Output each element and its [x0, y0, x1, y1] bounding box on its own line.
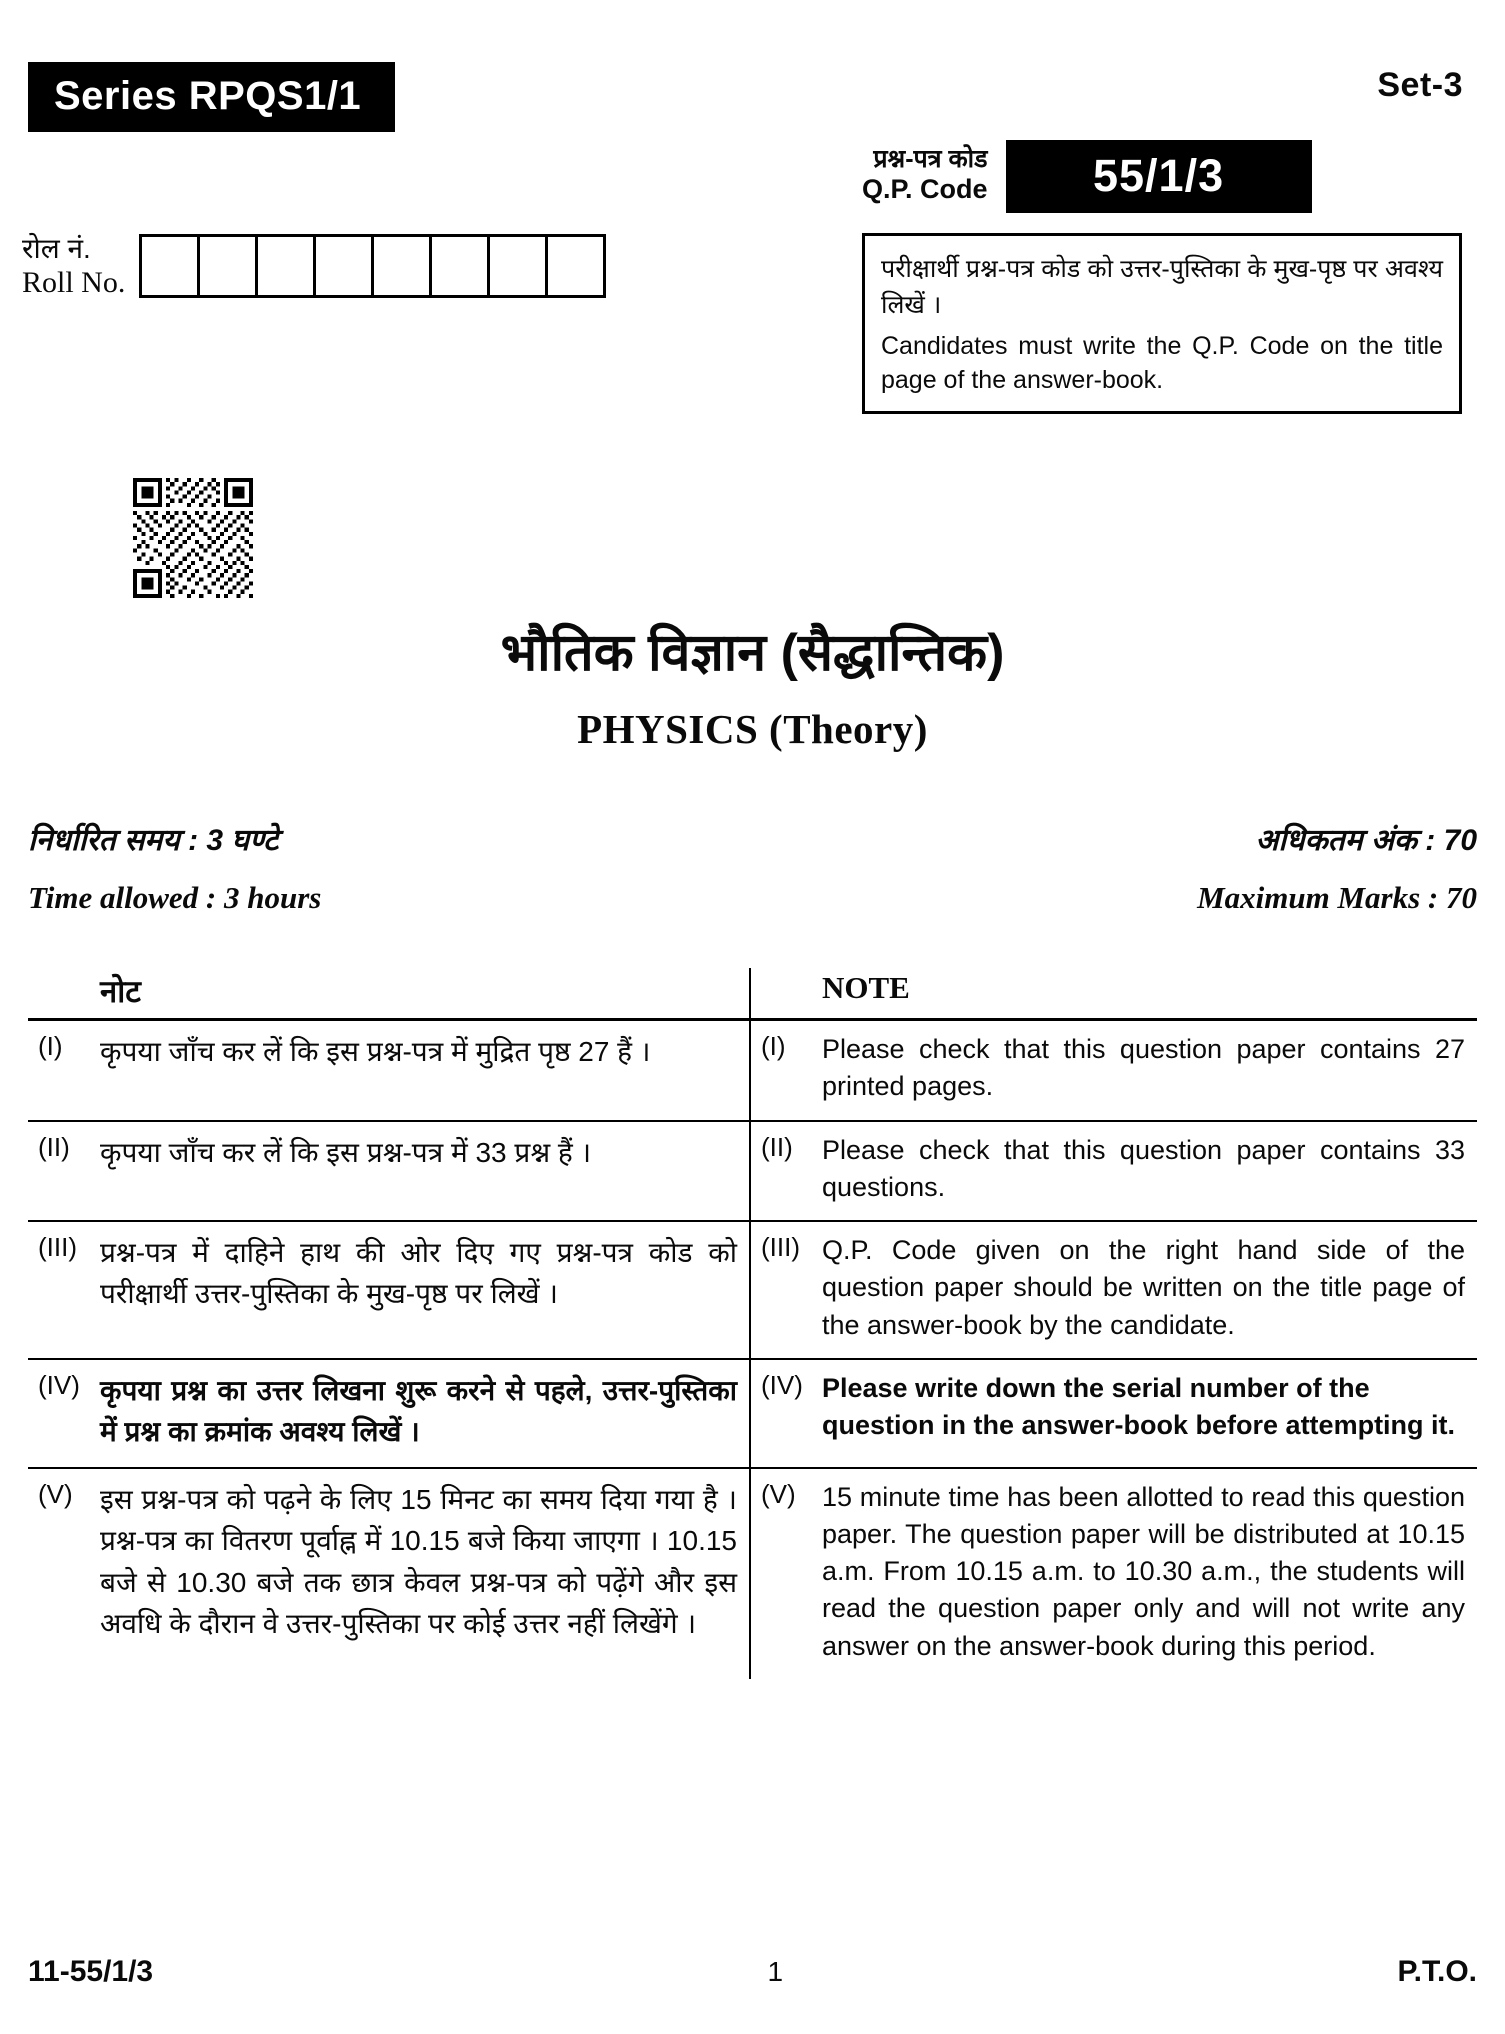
note-row-number-hindi: (III) [28, 1221, 90, 1359]
roll-number-cell[interactable] [548, 237, 606, 295]
note-row [28, 1221, 1477, 1359]
qr-code-icon [133, 478, 253, 598]
note-row-number-english: (V) [750, 1468, 812, 1679]
roll-number-cell[interactable] [142, 237, 200, 295]
roll-number-cell[interactable] [432, 237, 490, 295]
note-row-text-english: Q.P. Code given on the right hand side of the question paper should be written on the title page of the answer-book by the candidate. [812, 1221, 1477, 1359]
qp-code-labels [862, 145, 1006, 208]
roll-number-cell[interactable] [490, 237, 548, 295]
roll-number-label-hindi: रोल नं. [22, 233, 91, 264]
page-title-hindi: भौतिक विज्ञान (सैद्धान्तिक) [500, 624, 1005, 682]
note-row-text-hindi: कृपया जाँच कर लें कि इस प्रश्न-पत्र में 33 प्रश्न हैं । [90, 1121, 750, 1222]
roll-number-labels [22, 232, 139, 300]
note-heading-english: NOTE [812, 968, 1477, 1020]
note-row-number-hindi: (IV) [28, 1359, 90, 1468]
roll-number-label-english: Roll No. [22, 266, 126, 300]
note-table-header-row [28, 968, 1477, 1020]
qp-code-block [862, 140, 1312, 213]
meta-row-hindi [28, 818, 1477, 859]
note-row [28, 1359, 1477, 1468]
page-title-english: PHYSICS (Theory) [577, 706, 928, 752]
note-heading-hindi: नोट [90, 968, 750, 1020]
note-row-text-hindi: कृपया जाँच कर लें कि इस प्रश्न-पत्र में मुद्रित पृष्ठ 27 हैं । [90, 1020, 750, 1121]
note-row [28, 1121, 1477, 1222]
candidate-instruction-box [862, 233, 1462, 414]
note-row-number-english: (I) [750, 1020, 812, 1121]
time-allowed-hindi: निर्धारित समय : 3 घण्टे [28, 824, 279, 857]
roll-number-cell[interactable] [258, 237, 316, 295]
footer-paper-code: 11-55/1/3 [28, 1955, 154, 1988]
footer-pto-label: P.T.O. [1397, 1955, 1477, 1988]
note-row-text-english: 15 minute time has been allotted to read this question paper. The question paper will be distributed at 10.15 a.m. From 10.15 a.m. to 10.30 a.m., the students will read the question paper only and will not write any answer on the answer-book during this period. [822, 1481, 1465, 1661]
note-table [28, 968, 1477, 1679]
note-header-spacer [28, 968, 90, 1020]
roll-number-cell[interactable] [316, 237, 374, 295]
note-row [28, 1468, 1477, 1679]
note-row-number-hindi: (I) [28, 1020, 90, 1121]
note-row-text-english: Please check that this question paper contains 27 printed pages. [812, 1020, 1477, 1121]
note-row-text-english: Please check that this question paper contains 33 questions. [812, 1121, 1477, 1222]
note-row-number-english: (IV) [750, 1359, 812, 1468]
candidate-instruction-english: Candidates must write the Q.P. Code on the title page of the answer-book. [881, 332, 1443, 394]
page-footer [28, 1955, 1477, 1989]
qp-code-label-hindi: प्रश्न-पत्र कोड [873, 144, 988, 173]
candidate-instruction-hindi: परीक्षार्थी प्रश्न-पत्र कोड को उत्तर-पुस्तिका के मुख-पृष्ठ पर अवश्य लिखें । [881, 255, 1443, 319]
note-row-number-english: (III) [750, 1221, 812, 1359]
note-row-text-hindi: प्रश्न-पत्र में दाहिने हाथ की ओर दिए गए प्रश्न-पत्र कोड को परीक्षार्थी उत्तर-पुस्तिका के मुख-पृष्ठ पर लिखें । [90, 1221, 750, 1359]
roll-number-cell[interactable] [374, 237, 432, 295]
set-label: Set-3 [1377, 66, 1463, 104]
note-row-number-english: (II) [750, 1121, 812, 1222]
maximum-marks-english: Maximum Marks : 70 [1197, 880, 1477, 915]
qp-code-label-english: Q.P. Code [862, 174, 988, 205]
roll-number-cell[interactable] [200, 237, 258, 295]
roll-number-grid[interactable] [139, 234, 606, 298]
note-row [28, 1020, 1477, 1121]
qp-code-value: 55/1/3 [1006, 140, 1312, 213]
series-label: Series RPQS1/1 [28, 62, 395, 132]
note-row-number-hindi: (V) [38, 1478, 73, 1509]
time-allowed-english: Time allowed : 3 hours [28, 880, 322, 915]
note-row-text-hindi: कृपया प्रश्न का उत्तर लिखना शुरू करने से पहले, उत्तर-पुस्तिका में प्रश्न का क्रमांक अवश्य लिखें । [90, 1359, 750, 1468]
footer-page-number: 1 [767, 1956, 784, 1987]
maximum-marks-hindi: अधिकतम अंक : 70 [1255, 824, 1477, 857]
note-row-text-hindi: इस प्रश्न-पत्र को पढ़ने के लिए 15 मिनट का समय दिया गया है । प्रश्न-पत्र का वितरण पूर्वाह्न में 10.15 बजे किया जाएगा । 10.15 बजे से 10.30 बजे तक छात्र केवल प्रश्न-पत्र को पढ़ेंगे और इस अवधि के दौरान वे उत्तर-पुस्तिका पर कोई उत्तर नहीं लिखेंगे । [100, 1483, 737, 1639]
note-row-number-hindi: (II) [28, 1121, 90, 1222]
meta-row-english [28, 880, 1477, 916]
note-header-divider [750, 968, 812, 1020]
roll-number-block [22, 232, 606, 300]
note-row-text-english: Please write down the serial number of the question in the answer-book before attempting it. [812, 1359, 1477, 1468]
